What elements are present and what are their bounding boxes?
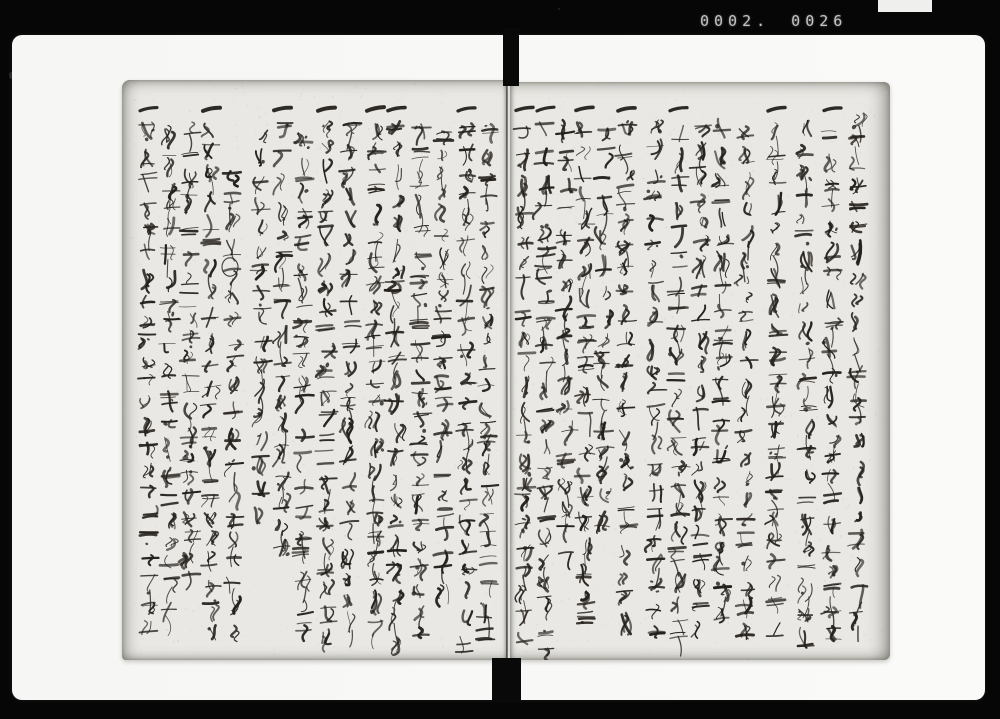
film-dust	[558, 8, 560, 10]
handwriting-canvas-right	[510, 82, 890, 660]
handwriting-canvas-left	[122, 80, 507, 660]
frame-counter	[700, 12, 847, 32]
binding-tab-bottom	[492, 658, 521, 703]
binding-tab-top	[503, 28, 519, 86]
page-gutter-seam	[506, 83, 508, 659]
manuscript-page-left	[122, 80, 507, 660]
manuscript-page-right	[510, 82, 890, 660]
frame-counter-text: 0002. 0026	[700, 12, 848, 30]
film-notch	[878, 0, 932, 12]
